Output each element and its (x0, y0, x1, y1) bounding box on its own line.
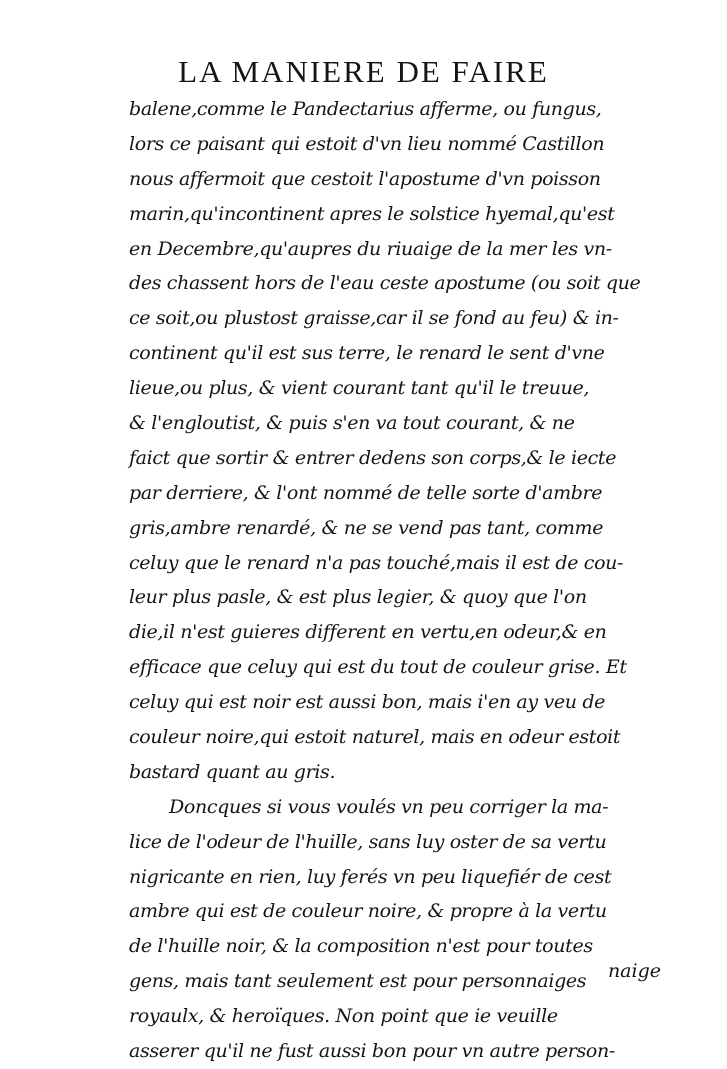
text-line: couleur noire,qui estoit naturel, mais en odeur estoit (129, 726, 621, 749)
text-line: nous affermoit que cestoit l'apostume d'vn poisson (129, 167, 601, 190)
body-text (129, 92, 673, 1069)
text-line: gris,ambre renardé, & ne se vend pas tant, comme (129, 516, 604, 539)
text-line: faict que sortir & entrer dedens son corps,& le iecte (129, 446, 617, 469)
text-line: en Decembre,qu'aupres du riuaige de la mer les vn- (129, 237, 612, 260)
text-line: asserer qu'il ne fust aussi bon pour vn autre person- (129, 1040, 615, 1063)
text-line: marin,qu'incontinent apres le solstice hyemal,qu'est (129, 202, 615, 225)
text-line: lice de l'odeur de l'huille, sans luy oster de sa vertu (129, 830, 607, 853)
text-line: & l'engloutist, & puis s'en va tout courant, & ne (129, 412, 575, 435)
text-line: de l'huille noir, & la composition n'est pour toutes (129, 935, 593, 958)
text-line: balene,comme le Pandectarius afferme, ou fungus, (129, 98, 602, 120)
catchword: naige (607, 960, 661, 982)
text-line: bastard quant au gris. (129, 760, 336, 783)
text-line: ambre qui est de couleur noire, & propre à la vertu (129, 900, 607, 923)
text-line: celuy qui est noir est aussi bon, mais i'en ay veu de (129, 691, 606, 714)
text-line: leur plus pasle, & est plus legier, & quoy que l'on (129, 586, 587, 609)
running-title: LA MANIERE DE FAIRE (178, 54, 549, 89)
text-line: lieue,ou plus, & vient courant tant qu'il le treuue, (129, 377, 590, 400)
text-line: des chassent hors de l'eau ceste apostume (ou soit que (129, 272, 641, 295)
text-line: lors ce paisant qui estoit d'vn lieu nommé Castillon (129, 132, 605, 155)
text-line: ce soit,ou plustost graisse,car il se fond au feu) & in- (129, 307, 619, 330)
text-line: die,il n'est guieres different en vertu,en odeur,& en (129, 621, 607, 644)
text-line: celuy que le renard n'a pas touché,mais il est de cou- (129, 551, 624, 574)
paragraph-start-line: Doncques si vous voulés vn peu corriger la ma- (169, 795, 609, 818)
text-line: continent qu'il est sus terre, le renard le sent d'vne (129, 342, 605, 365)
text-line: royaulx, & heroïques. Non point que ie veuille (129, 1005, 558, 1028)
text-line: gens, mais tant seulement est pour personnaiges (129, 970, 587, 993)
text-line: par derriere, & l'ont nommé de telle sorte d'ambre (129, 481, 603, 504)
text-line: nigricante en rien, luy ferés vn peu liquefiér de cest (129, 865, 612, 888)
text-line: efficace que celuy qui est du tout de couleur grise. Et (129, 656, 627, 679)
